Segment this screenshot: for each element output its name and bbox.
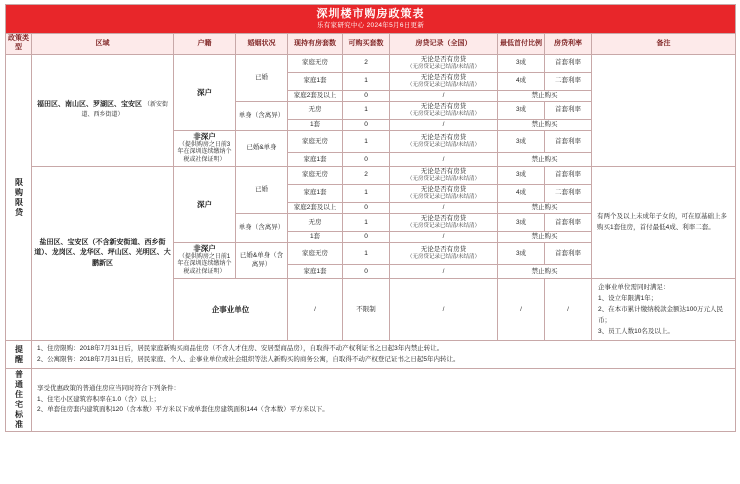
marital-married-2: 已婚 [236,166,288,213]
region-1 [32,54,174,166]
notes-cell [32,341,736,369]
rate-b2-r5: 首套利率 [545,243,592,265]
down-b2-r0: 3成 [498,166,545,184]
policy-type-limit: 限购限贷 [6,54,32,340]
rate-b2-r0: 首套利率 [545,166,592,184]
header-purchasable: 可购买套数 [343,34,390,55]
record-b1-r5 [390,131,498,153]
record-b1-r0 [390,54,498,72]
down-b2-r4: 禁止购买 [498,232,592,243]
household-shenhu-2: 深户 [174,166,236,242]
record-sub: （无房贷记录已结清/未结清） [406,111,481,118]
buy-b2-r5: 1 [343,243,390,265]
owned-b2-r1: 家庭1套 [288,184,343,202]
household-company: 企事业单位 [174,278,288,340]
feihu-sub: （提供购房之日前1年在深圳连续缴纳个税或社保证明） [177,253,232,276]
record-b2-r0 [390,166,498,184]
record-main: 无论是否有房贷 [420,73,467,81]
down-b1-r4: 禁止购买 [498,120,592,131]
header-marital: 婚姻状况 [236,34,288,55]
header-owned-count: 现持有房套数 [288,34,343,55]
record-main: 无论是否有房贷 [420,246,467,254]
owned-b2-r5: 家庭无房 [288,243,343,265]
marital-married-single-1: 已婚&单身 [236,131,288,167]
buy-b1-r5: 1 [343,131,390,153]
owned-b2-r2: 家庭2套及以上 [288,202,343,213]
remark-company [592,278,736,340]
household-feihu-1 [174,131,236,167]
owned-b1-r3: 无房 [288,102,343,120]
owned-b1-r2: 家庭2套及以上 [288,90,343,101]
remark-block-1 [592,54,736,166]
record-main: 无论是否有房贷 [420,167,467,175]
household-feihu-2 [174,243,236,279]
buy-b1-r6: 0 [343,153,390,167]
record-main: 无论是否有房贷 [420,185,467,193]
record-b1-r1 [390,72,498,90]
record-main: 无论是否有房贷 [420,134,467,142]
header-policy-type: 政策类型 [6,34,32,55]
record-sub: （无房贷记录已结清/未结清） [406,254,481,261]
common-line-1: 1、住宅小区建筑容积率在1.0（含）以上； [37,395,161,403]
record-b1-r3 [390,102,498,120]
header-downpayment: 最低首付比例 [498,34,545,55]
down-b2-r2: 禁止购买 [498,202,592,213]
owned-b1-r0: 家庭无房 [288,54,343,72]
note-line-2: 2、公寓限售：2018年7月31日后，居民家庭、个人、企事业单位或社会组织等法人新购买的商务公寓，自取得不动产权登记证书之日起5年内转让。 [37,355,460,363]
header-row [6,34,736,55]
record-main: 无论是否有房贷 [420,103,467,111]
buy-b2-r1: 1 [343,184,390,202]
notes-row [6,341,736,369]
marital-single-1: 单身（含离异） [236,102,288,131]
marital-married-1: 已婚 [236,54,288,101]
title-cell [6,5,736,34]
region-1-name: 福田区、南山区、罗湖区、宝安区 [37,100,143,108]
owned-b1-r5: 家庭无房 [288,131,343,153]
region-2 [32,166,174,340]
owned-b2-r3: 无房 [288,214,343,232]
policy-table [5,4,736,432]
rate-company: / [545,278,592,340]
buy-b1-r2: 0 [343,90,390,101]
record-company: / [390,278,498,340]
buy-b1-r3: 1 [343,102,390,120]
owned-b1-r4: 1套 [288,120,343,131]
remark-region-2: 有两个及以上未成年子女的，可在原基础上多购买1套住房，首付最低4成、利率二套。 [592,166,736,278]
rate-b1-r1: 二套利率 [545,72,592,90]
record-main: 无论是否有房贷 [420,55,467,63]
record-b2-r5 [390,243,498,265]
header-rate: 房贷利率 [545,34,592,55]
header-region: 区域 [32,34,174,55]
marital-married-single-2: 已婚&单身（含离异） [236,243,288,279]
record-sub: （无房贷记录已结清/未结清） [406,223,481,230]
region-2-name: 盐田区、宝安区（不含新安街道、西乡街道）、龙岗区、龙华区、坪山区、光明区、大鹏新区 [34,238,171,267]
record-sub: （无房贷记录已结清/未结清） [406,142,481,149]
buy-b1-r0: 2 [343,54,390,72]
title-row [6,5,736,34]
note-line-1: 1、住房限购：2018年7月31日后，居民家庭新购买商品住房（不含人才住房、安居型商品房），自取得不动产权利证书之日起3年内禁止转让。 [37,345,444,353]
common-lead: 享受优惠政策的普通住房应当同时符合下列条件： [37,385,180,393]
rate-b2-r3: 首套利率 [545,214,592,232]
rate-b1-r0: 首套利率 [545,54,592,72]
record-b2-r1 [390,184,498,202]
rate-b2-r1: 二套利率 [545,184,592,202]
buy-b1-r4: 0 [343,120,390,131]
down-b1-r3: 3成 [498,102,545,120]
rate-b1-r5: 首套利率 [545,131,592,153]
title-main: 深圳楼市购房政策表 [316,8,425,20]
company-remark-line-2: 2、在本市累计缴纳税款金额达100万元人民币； [598,306,723,325]
table-row [6,54,736,72]
down-b2-r3: 3成 [498,214,545,232]
common-standard-cell [32,368,736,431]
record-sub: （无房贷记录已结清/未结清） [406,194,481,201]
buy-b2-r0: 2 [343,166,390,184]
down-company: / [498,278,545,340]
header-household: 户籍 [174,34,236,55]
policy-type-note: 提醒 [6,341,32,369]
owned-b2-r4: 1套 [288,232,343,243]
buy-b2-r3: 1 [343,214,390,232]
company-remark-line-3: 3、员工人数10名及以上。 [598,328,674,336]
down-b1-r5: 3成 [498,131,545,153]
down-b2-r6: 禁止购买 [498,265,592,279]
owned-b2-r6: 家庭1套 [288,265,343,279]
down-b1-r2: 禁止购买 [498,90,592,101]
buy-b1-r1: 1 [343,72,390,90]
record-b1-r6: / [390,153,498,167]
buy-b2-r6: 0 [343,265,390,279]
marital-single-2: 单身（含离异） [236,214,288,243]
owned-b1-r6: 家庭1套 [288,153,343,167]
owned-b2-r0: 家庭无房 [288,166,343,184]
feihu-title: 非深户 [193,244,216,254]
down-b2-r5: 3成 [498,243,545,265]
record-sub: （无房贷记录已结清/未结清） [406,64,481,71]
region-1-sub: （新安街道、西乡街道） [81,101,168,119]
table-row [6,166,736,184]
down-b1-r6: 禁止购买 [498,153,592,167]
down-b1-r0: 3成 [498,54,545,72]
record-main: 无论是否有房贷 [420,215,467,223]
policy-type-common: 普通住宅标准 [6,368,32,431]
header-remark: 备注 [592,34,736,55]
owned-b1-r1: 家庭1套 [288,72,343,90]
down-b1-r1: 4成 [498,72,545,90]
buy-b2-r4: 0 [343,232,390,243]
down-b2-r1: 4成 [498,184,545,202]
feihu-title: 非深户 [193,132,216,142]
record-sub: （无房贷记录已结清/未结清） [406,82,481,89]
record-b2-r2: / [390,202,498,213]
record-b1-r2: / [390,90,498,101]
header-loan-record: 房贷记录（全国） [390,34,498,55]
title-sub: 乐有家研究中心 2024年5月6日更新 [316,22,425,30]
buy-company: 不限制 [343,278,390,340]
owned-company: / [288,278,343,340]
company-remark-line-1: 1、设立年限满1年； [598,295,658,302]
feihu-sub: （提供购房之日前3年在深圳连续缴纳个税或社保证明） [177,141,232,164]
record-b2-r6: / [390,265,498,279]
rate-b1-r3: 首套利率 [545,102,592,120]
record-b2-r3 [390,214,498,232]
buy-b2-r2: 0 [343,202,390,213]
common-standard-row [6,368,736,431]
household-shenhu-1: 深户 [174,54,236,130]
record-b2-r4: / [390,232,498,243]
common-line-2: 2、单套住房套内建筑面积120（含本数）平方米以下或单套住房建筑面积144（含本数）平方米以下。 [37,406,329,414]
record-b1-r4: / [390,120,498,131]
record-sub: （无房贷记录已结清/未结清） [406,176,481,183]
company-remark-title: 企事业单位需同时满足： [598,283,670,291]
